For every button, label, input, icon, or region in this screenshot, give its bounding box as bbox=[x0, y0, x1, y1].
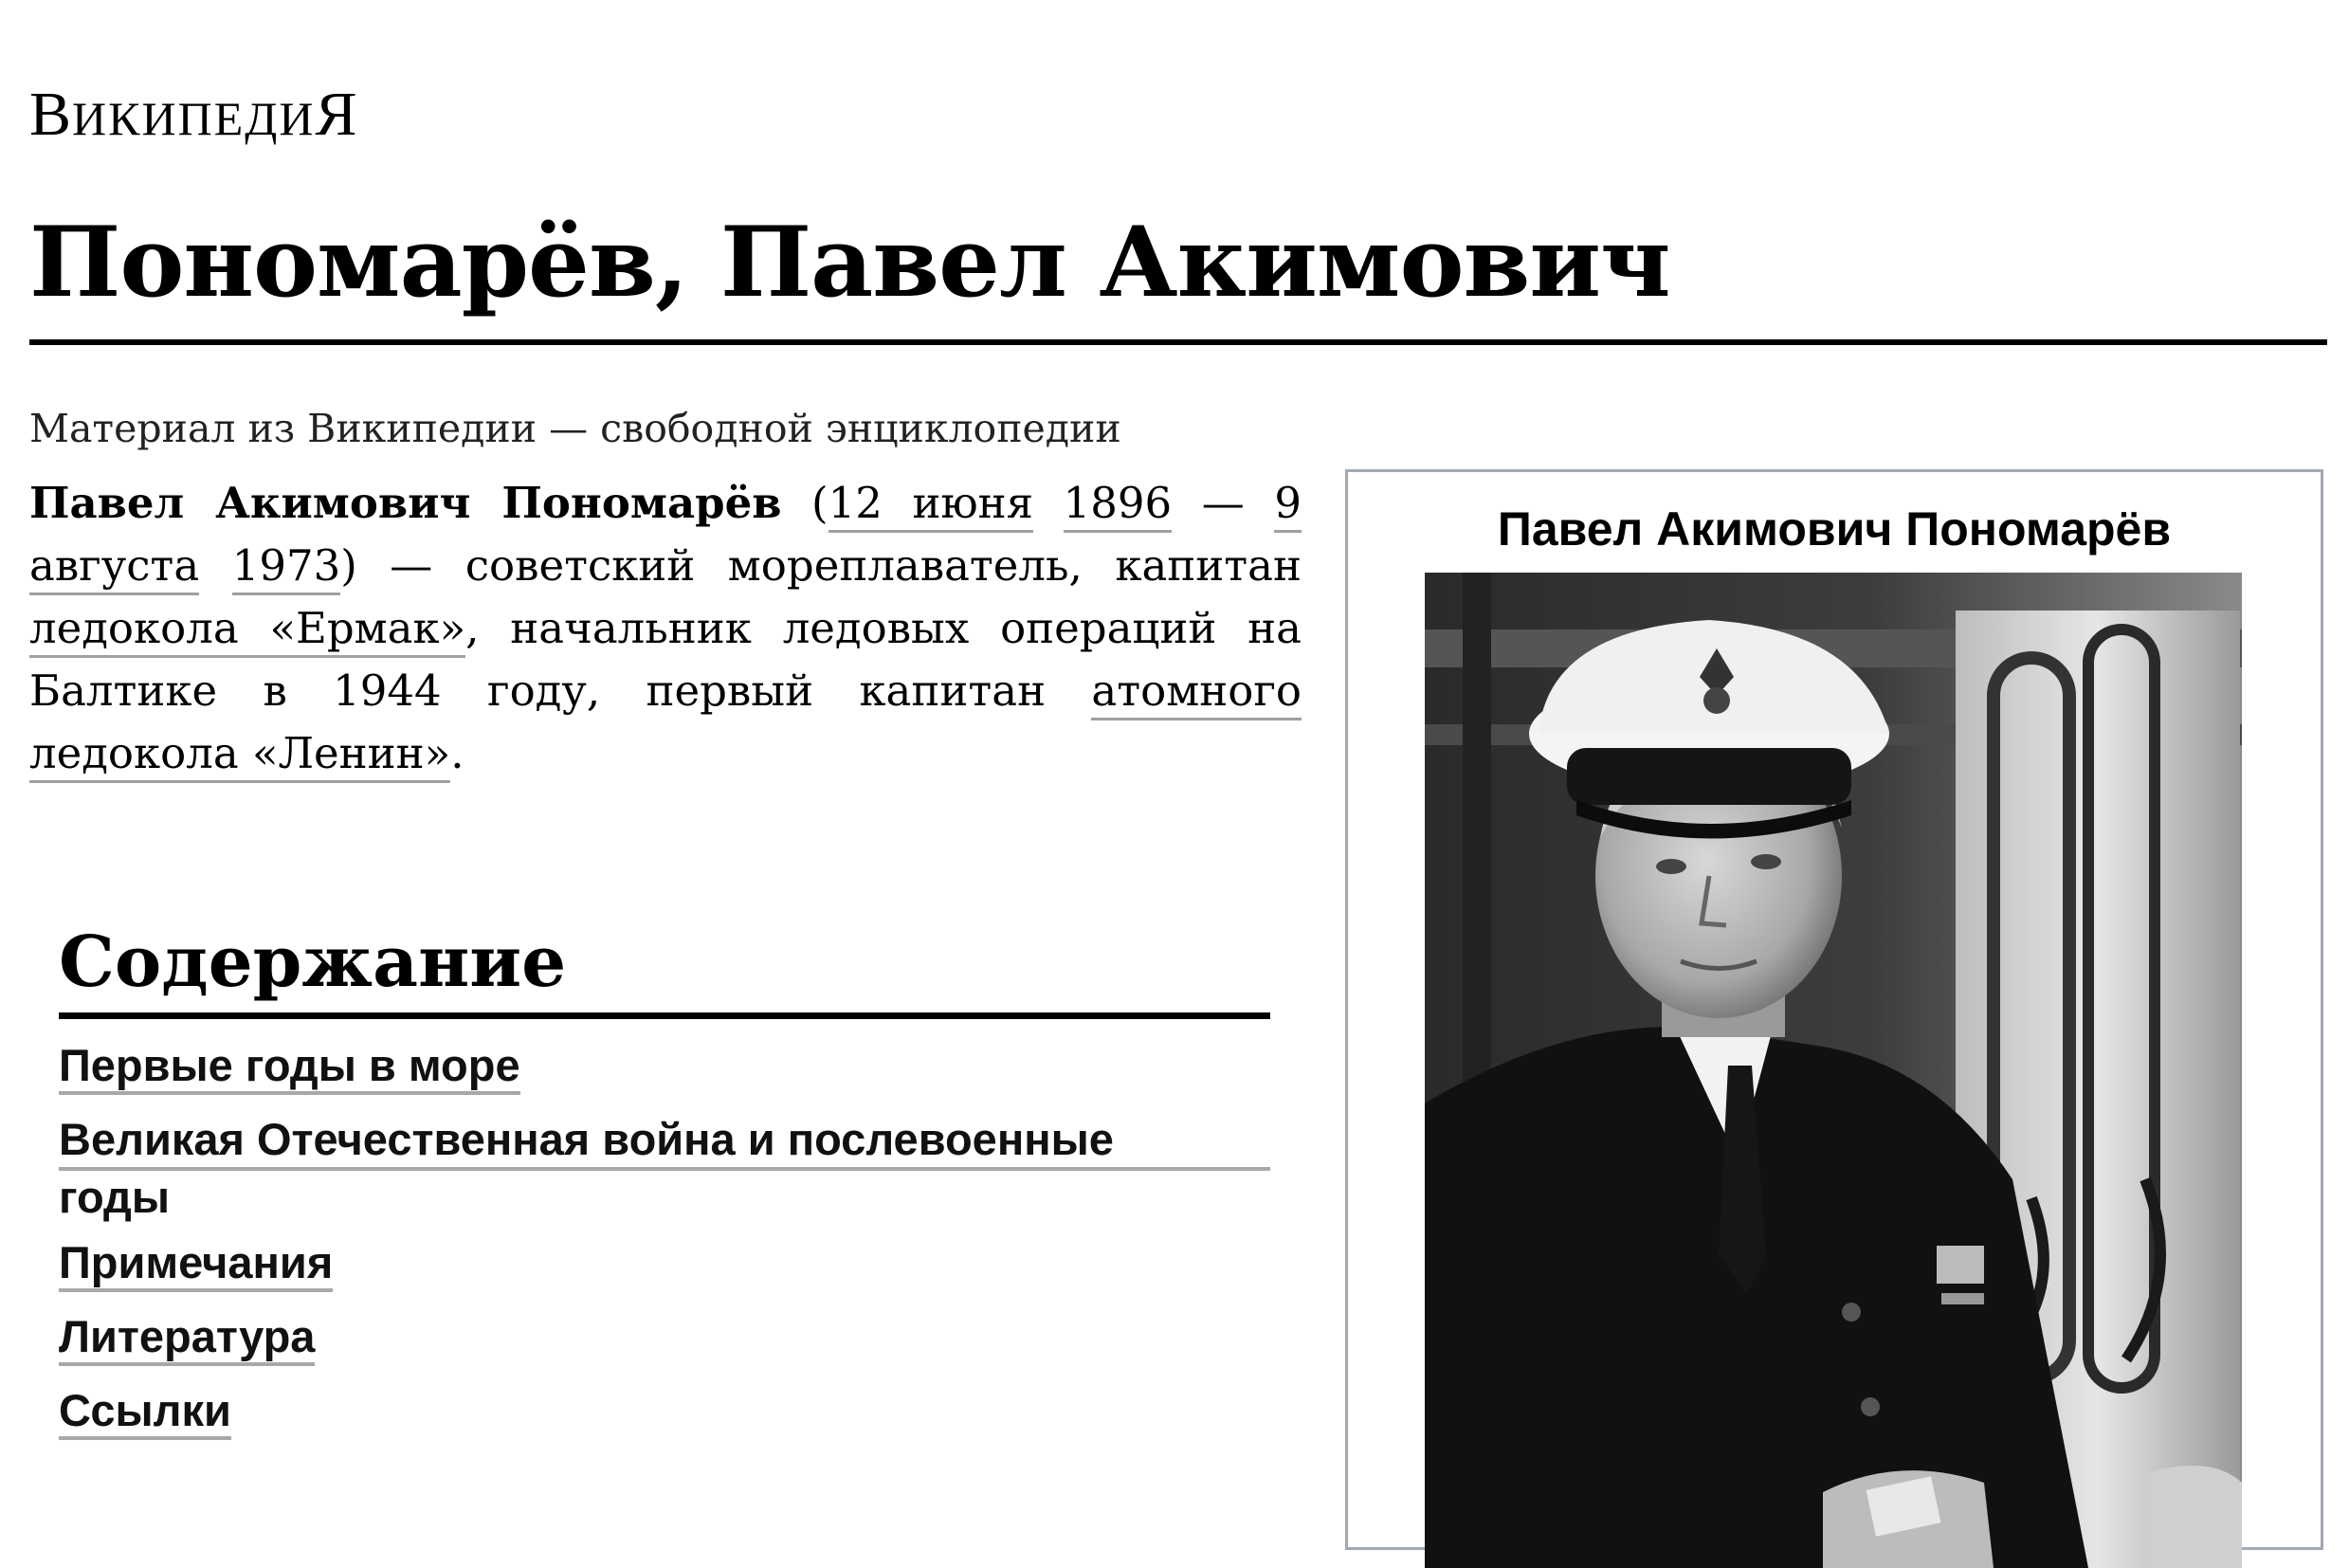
lead-text bbox=[199, 540, 232, 591]
toc-link-war-years[interactable] bbox=[59, 1113, 1270, 1225]
toc-item bbox=[59, 1310, 1272, 1363]
infobox bbox=[1345, 469, 2323, 1550]
toc-link-literature[interactable]: Литература bbox=[59, 1311, 315, 1366]
site-tagline: Материал из Википедии — свободной энциклопедии bbox=[29, 406, 1121, 451]
toc-link-early-years[interactable]: Первые годы в море bbox=[59, 1040, 520, 1095]
page-title: Пономарёв, Павел Акимович bbox=[29, 206, 1670, 319]
toc-link-line: Великая Отечественная война и послевоенные bbox=[59, 1113, 1270, 1171]
toc-item bbox=[59, 1384, 1272, 1437]
toc-item bbox=[59, 1236, 1272, 1289]
lead-text: . bbox=[450, 728, 464, 778]
infobox-caption: Павел Акимович Пономарёв bbox=[1497, 502, 2172, 556]
wikipedia-wordmark[interactable] bbox=[29, 80, 358, 149]
lead-text bbox=[1033, 478, 1064, 528]
death-date-link[interactable]: 9 августа bbox=[29, 478, 1302, 595]
toc-link-links[interactable]: Ссылки bbox=[59, 1385, 231, 1440]
lead-text: — bbox=[1172, 478, 1275, 528]
wordmark-last-letter: Я bbox=[315, 80, 358, 149]
title-divider bbox=[29, 339, 2327, 345]
lead-text: , начальник ледовых операций на Балтике в 1944 году, первый капитан bbox=[29, 603, 1302, 716]
table-of-contents bbox=[59, 1039, 1272, 1437]
portrait-image bbox=[1425, 573, 2242, 1568]
toc-link-notes[interactable]: Примечания bbox=[59, 1237, 333, 1292]
ermak-icebreaker-link[interactable]: ледокола «Ермак» bbox=[29, 603, 465, 658]
birth-year-link[interactable]: 1896 bbox=[1064, 478, 1173, 533]
lenin-icebreaker-link[interactable]: атомного ледокола «Ленин» bbox=[29, 665, 1302, 783]
toc-item bbox=[59, 1113, 1272, 1225]
wordmark-first-letter: В bbox=[29, 80, 73, 149]
lead-paragraph bbox=[29, 472, 1302, 785]
toc-item bbox=[59, 1039, 1272, 1092]
wordmark-middle: ИКИПЕДИ bbox=[72, 92, 316, 145]
subject-name: Павел Акимович Пономарёв bbox=[29, 478, 782, 528]
lead-text: ( bbox=[781, 478, 829, 528]
death-year-link[interactable]: 1973 bbox=[232, 540, 341, 595]
birth-date-link[interactable]: 12 июня bbox=[829, 478, 1033, 533]
toc-heading: Содержание bbox=[59, 921, 567, 1003]
portrait-photo[interactable] bbox=[1425, 573, 2242, 1568]
toc-link-line: годы bbox=[59, 1172, 171, 1222]
lead-text: ) — советский мореплаватель, капитан bbox=[340, 540, 1302, 591]
toc-divider bbox=[59, 1012, 1270, 1019]
